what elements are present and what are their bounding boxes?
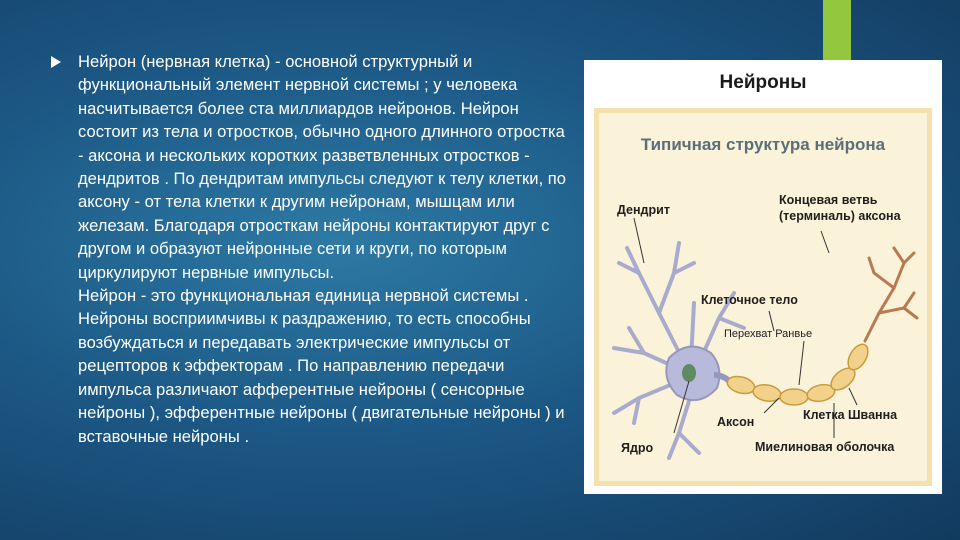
label-schwann: Клетка Шванна [803, 408, 898, 422]
label-terminal-line2: (терминаль) аксона [779, 209, 901, 223]
label-terminal-line1: Концевая ветвь [779, 193, 878, 207]
label-axon: Аксон [717, 415, 755, 429]
myelin-segments [725, 341, 872, 405]
figure-subtitle: Типичная структура нейрона [640, 135, 886, 154]
figure-title: Нейроны [719, 72, 807, 93]
neuron-figure [584, 60, 942, 494]
paragraph-1: Нейрон (нервная клетка) - основной структурный и функциональный элемент нервной системы ; у человека насчитывается более ста миллиардов нейронов. Нейрон состоит из тела и отростков, обычно одного длинного отростка - аксона и нескольких коротких разветвленных отростков - дендритов . По дендритам импульсы следуют к телу клетки, по аксону - от тела клетки к другим нейронам, мышцам или железам. Благодаря отросткам нейроны контактируют друг с другом и образуют нейронные сети и круги, по которым циркулируют нервные импульсы. [78, 52, 567, 282]
label-ranvier: Перехват Ранвье [724, 328, 813, 340]
label-dendrite: Дендрит [617, 203, 670, 217]
label-myelin: Миелиновая оболочка [755, 440, 895, 454]
figure-panel [594, 108, 932, 486]
body-text [78, 50, 568, 448]
axon-terminal [865, 248, 917, 341]
bullet-arrow-icon [51, 56, 61, 68]
accent-bar [823, 0, 851, 64]
label-cell-body: Клеточное тело [701, 293, 798, 307]
paragraph-2: Нейрон - это функциональная единица нервной системы . Нейроны восприимчивы к раздражению, то есть способны возбуждаться и передавать электрические импульсы от рецепторов к эффекторам . По направлению передачи импульса различают афферентные нейроны ( сенсорные нейроны ), эфферентные нейроны ( двигательные нейроны ) и вставочные нейроны . [78, 286, 565, 446]
nucleus-shape [682, 364, 696, 382]
label-nucleus: Ядро [621, 441, 654, 455]
